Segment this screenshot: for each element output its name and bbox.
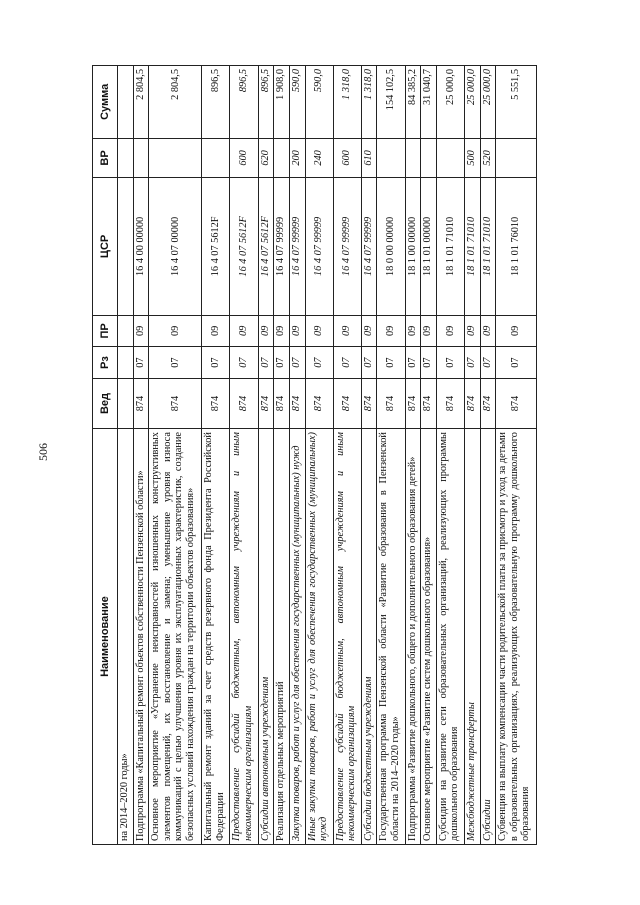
row-rz: 07 — [496, 347, 537, 379]
table-row — [496, 66, 537, 845]
row-ved: 874 — [465, 378, 481, 428]
row-rz: 07 — [274, 347, 290, 379]
row-rz: 07 — [377, 347, 405, 379]
row-csr: 16 4 07 00000 — [149, 178, 202, 315]
row-rz: 07 — [480, 347, 496, 379]
row-pr: 09 — [405, 315, 421, 347]
header-pr: ПР — [93, 315, 118, 347]
rotated-table-container — [92, 65, 537, 845]
row-ved: 874 — [421, 378, 437, 428]
row-csr: 16 4 07 5612F — [258, 178, 274, 315]
row-pr: 09 — [202, 315, 230, 347]
row-vr: 600 — [333, 138, 361, 178]
row-vr — [202, 138, 230, 178]
row-sum: 2 804,5 — [133, 66, 149, 139]
row-pr: 09 — [436, 315, 464, 347]
row-pr: 09 — [149, 315, 202, 347]
row-ved — [118, 378, 134, 428]
row-rz — [118, 347, 134, 379]
row-name: Подпрограмма «Развитие дошкольного, общего и дополнительного образования детей» — [405, 429, 421, 845]
page-number: 506 — [35, 443, 50, 461]
row-sum — [118, 66, 134, 139]
row-pr: 09 — [289, 315, 305, 347]
row-csr: 16 4 07 5612F — [202, 178, 230, 315]
row-name: Субсидии на развитие сети образовательных организаций, реализующих программы дошкольного образования — [436, 429, 464, 845]
budget-table — [92, 65, 537, 845]
row-pr: 09 — [333, 315, 361, 347]
row-sum: 896,5 — [258, 66, 274, 139]
header-rz: Рз — [93, 347, 118, 379]
table-row — [405, 66, 421, 845]
row-pr: 09 — [274, 315, 290, 347]
table-row — [118, 66, 134, 845]
row-vr: 610 — [361, 138, 377, 178]
table-row — [333, 66, 361, 845]
row-ved: 874 — [405, 378, 421, 428]
row-vr: 200 — [289, 138, 305, 178]
row-ved: 874 — [149, 378, 202, 428]
row-rz: 07 — [333, 347, 361, 379]
table-row — [361, 66, 377, 845]
row-ved: 874 — [230, 378, 258, 428]
row-vr — [496, 138, 537, 178]
row-name: Иные закупки товаров, работ и услуг для обеспечения государственных (муниципальных) нужд — [305, 429, 333, 845]
row-rz: 07 — [149, 347, 202, 379]
row-ved: 874 — [289, 378, 305, 428]
row-vr — [436, 138, 464, 178]
row-rz: 07 — [305, 347, 333, 379]
row-name: Закупка товаров, работ и услуг для обеспечения государственных (муниципальных) нужд — [289, 429, 305, 845]
row-ved: 874 — [377, 378, 405, 428]
table-row — [465, 66, 481, 845]
row-name: Субвенция на выплату компенсации части родительской платы за присмотр и уход за детьми в образовательных организациях, реализующих образовательную программу дошкольного образования — [496, 429, 537, 845]
table-row — [149, 66, 202, 845]
row-name: Основное мероприятие «Устранение неисправностей изношенных конструктивных элементов помещений, их восстановление и замена; уменьшение уровня износа коммуникаций с целью улучшения уровня их эксплуатационных характеристик, создание безопасных условий нахождения граждан на территории объектов образования» — [149, 429, 202, 845]
row-pr: 09 — [377, 315, 405, 347]
row-ved: 874 — [258, 378, 274, 428]
table-row — [421, 66, 437, 845]
row-rz: 07 — [436, 347, 464, 379]
row-pr — [118, 315, 134, 347]
row-pr: 09 — [465, 315, 481, 347]
row-sum: 1 908,0 — [274, 66, 290, 139]
row-vr: 620 — [258, 138, 274, 178]
row-vr — [133, 138, 149, 178]
table-header-row — [93, 66, 118, 845]
table-row — [258, 66, 274, 845]
row-ved: 874 — [305, 378, 333, 428]
row-csr — [118, 178, 134, 315]
table-row — [377, 66, 405, 845]
table-row — [289, 66, 305, 845]
row-name: Субсидии бюджетным учреждениям — [361, 429, 377, 845]
table-row — [436, 66, 464, 845]
table-row — [305, 66, 333, 845]
row-rz: 07 — [258, 347, 274, 379]
row-pr: 09 — [305, 315, 333, 347]
row-ved: 874 — [202, 378, 230, 428]
row-vr: 600 — [230, 138, 258, 178]
row-ved: 874 — [274, 378, 290, 428]
row-name: на 2014–2020 годы» — [118, 429, 134, 845]
row-rz: 07 — [202, 347, 230, 379]
table-row — [230, 66, 258, 845]
row-name: Капитальный ремонт зданий за счет средств резервного фонда Президента Российской Федерации — [202, 429, 230, 845]
row-name: Основное мероприятие «Развитие систем дошкольного образования» — [421, 429, 437, 845]
row-pr: 09 — [361, 315, 377, 347]
row-name: Предоставление субсидий бюджетным, автономным учреждениям и иным некоммерческим организациям — [230, 429, 258, 845]
row-vr: 520 — [480, 138, 496, 178]
row-sum: 896,5 — [230, 66, 258, 139]
row-csr: 16 4 07 99999 — [274, 178, 290, 315]
row-ved: 874 — [333, 378, 361, 428]
header-sum: Сумма — [93, 66, 118, 139]
row-csr: 16 4 07 99999 — [333, 178, 361, 315]
row-vr — [118, 138, 134, 178]
row-ved: 874 — [436, 378, 464, 428]
row-sum: 2 804,5 — [149, 66, 202, 139]
row-name: Подпрограмма «Капитальный ремонт объектов собственности Пензенской области» — [133, 429, 149, 845]
row-csr: 18 1 01 00000 — [421, 178, 437, 315]
row-ved: 874 — [133, 378, 149, 428]
row-pr: 09 — [421, 315, 437, 347]
row-sum: 31 040,7 — [421, 66, 437, 139]
table-row — [133, 66, 149, 845]
row-sum: 25 000,0 — [480, 66, 496, 139]
row-rz: 07 — [405, 347, 421, 379]
row-csr: 16 4 07 5612F — [230, 178, 258, 315]
row-name: Реализация отдельных мероприятий — [274, 429, 290, 845]
row-pr: 09 — [480, 315, 496, 347]
row-rz: 07 — [230, 347, 258, 379]
row-vr: 240 — [305, 138, 333, 178]
row-ved: 874 — [361, 378, 377, 428]
row-csr: 16 4 00 00000 — [133, 178, 149, 315]
row-sum: 25 000,0 — [465, 66, 481, 139]
row-rz: 07 — [421, 347, 437, 379]
row-csr: 18 0 00 00000 — [377, 178, 405, 315]
header-name: Наименование — [93, 429, 118, 845]
row-sum: 1 318,0 — [361, 66, 377, 139]
row-ved: 874 — [480, 378, 496, 428]
row-ved: 874 — [496, 378, 537, 428]
row-vr — [421, 138, 437, 178]
row-vr — [274, 138, 290, 178]
table-row — [202, 66, 230, 845]
row-vr — [377, 138, 405, 178]
row-sum: 1 318,0 — [333, 66, 361, 139]
row-sum: 590,0 — [289, 66, 305, 139]
row-vr: 500 — [465, 138, 481, 178]
row-name: Субсидии автономным учреждениям — [258, 429, 274, 845]
header-csr: ЦСР — [93, 178, 118, 315]
row-name: Предоставление субсидий бюджетным, автономным учреждениям и иным некоммерческим организациям — [333, 429, 361, 845]
row-sum: 590,0 — [305, 66, 333, 139]
row-pr: 09 — [230, 315, 258, 347]
row-vr — [149, 138, 202, 178]
row-name: Субсидии — [480, 429, 496, 845]
row-csr: 18 1 01 71010 — [465, 178, 481, 315]
row-sum: 84 385,2 — [405, 66, 421, 139]
row-rz: 07 — [133, 347, 149, 379]
row-csr: 18 1 00 00000 — [405, 178, 421, 315]
row-pr: 09 — [258, 315, 274, 347]
row-name: Межбюджетные трансферты — [465, 429, 481, 845]
row-rz: 07 — [289, 347, 305, 379]
row-csr: 18 1 01 71010 — [436, 178, 464, 315]
row-sum: 896,5 — [202, 66, 230, 139]
row-csr: 18 1 01 71010 — [480, 178, 496, 315]
row-csr: 18 1 01 76010 — [496, 178, 537, 315]
row-vr — [405, 138, 421, 178]
row-sum: 25 000,0 — [436, 66, 464, 139]
row-sum: 5 551,5 — [496, 66, 537, 139]
row-sum: 154 102,5 — [377, 66, 405, 139]
header-vr: ВР — [93, 138, 118, 178]
row-rz: 07 — [465, 347, 481, 379]
row-rz: 07 — [361, 347, 377, 379]
row-csr: 16 4 07 99999 — [361, 178, 377, 315]
row-pr: 09 — [133, 315, 149, 347]
row-csr: 16 4 07 99999 — [305, 178, 333, 315]
table-row — [480, 66, 496, 845]
row-pr: 09 — [496, 315, 537, 347]
header-ved: Вед — [93, 378, 118, 428]
row-csr: 16 4 07 99999 — [289, 178, 305, 315]
table-row — [274, 66, 290, 845]
row-name: Государственная программа Пензенской области «Развитие образования в Пензенской области на 2014–2020 годы» — [377, 429, 405, 845]
